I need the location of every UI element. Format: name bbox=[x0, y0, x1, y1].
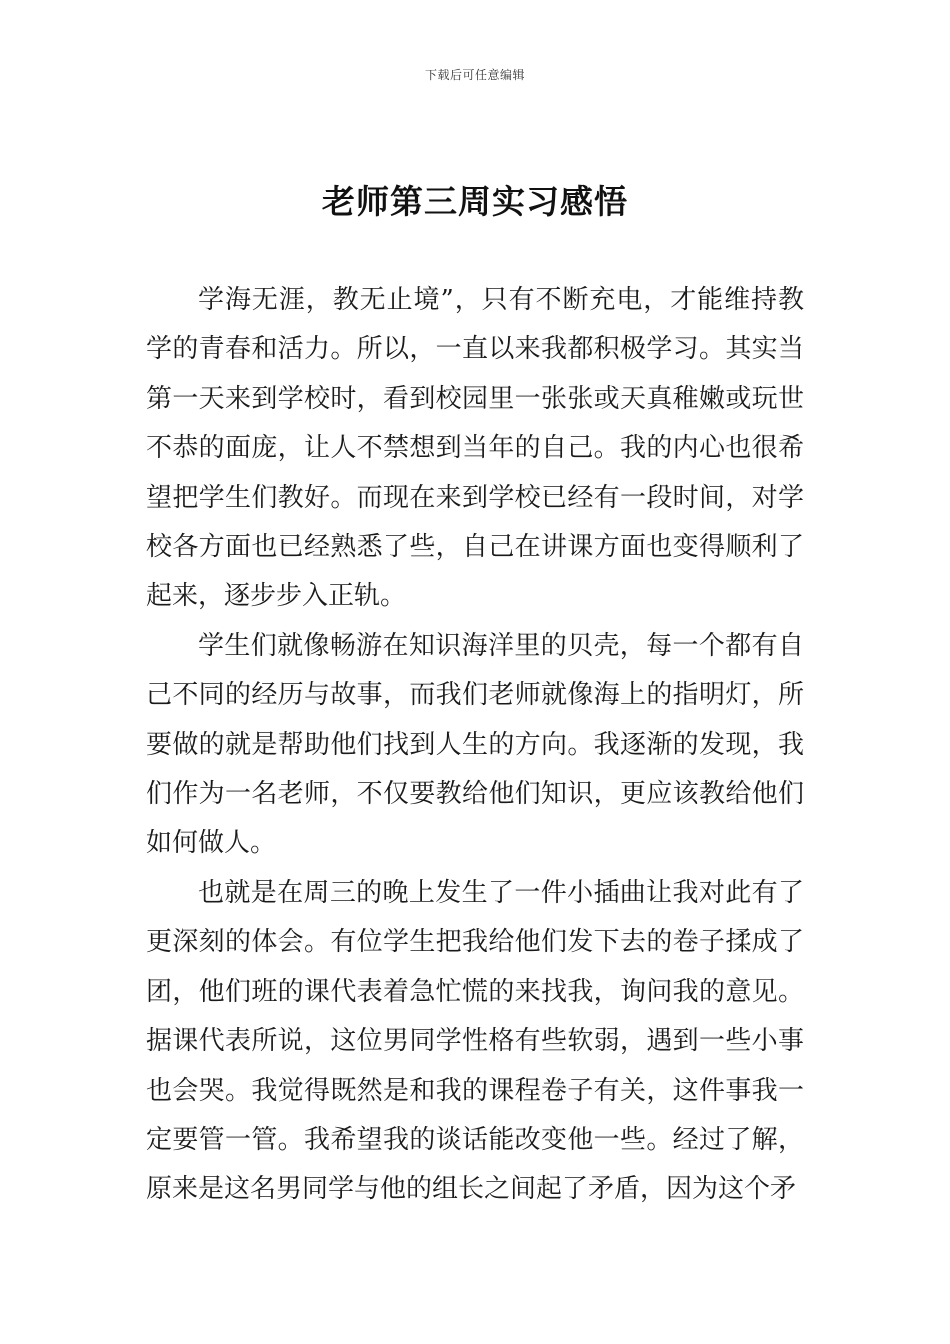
paragraph-3: 也就是在周三的晚上发生了一件小插曲让我对此有了更深刻的体会。有位学生把我给他们发下去的卷子揉成了团，他们班的课代表着急忙慌的来找我，询问我的意见。据课代表所说，这位男同学性格有些软弱，遇到一些小事也会哭。我觉得既然是和我的课程卷子有关，这件事我一定要管一管。我希望我的谈话能改变他一些。经过了解，原来是这名男同学与他的组长之间起了矛盾，因为这个矛 bbox=[146, 877, 804, 1205]
document-body bbox=[146, 276, 804, 1215]
document-title: 老师第三周实习感悟 bbox=[322, 182, 628, 221]
paragraph-1: 学海无涯，教无止境”，只有不断充电，才能维持教学的青春和活力。所以，一直以来我都积极学习。其实当第一天来到学校时，看到校园里一张张或天真稚嫩或玩世不恭的面庞，让人不禁想到当年的自己。我的内心也很希望把学生们教好。而现在来到学校已经有一段时间，对学校各方面也已经熟悉了些，自己在讲课方面也变得顺利了起来，逐步步入正轨。 bbox=[146, 285, 804, 612]
paragraph-2: 学生们就像畅游在知识海洋里的贝壳，每一个都有自己不同的经历与故事，而我们老师就像海上的指明灯，所要做的就是帮助他们找到人生的方向。我逐渐的发现，我们作为一名老师，不仅要教给他们知识，更应该教给他们如何做人。 bbox=[146, 630, 804, 859]
header-note: 下载后可任意编辑 bbox=[424, 68, 525, 82]
